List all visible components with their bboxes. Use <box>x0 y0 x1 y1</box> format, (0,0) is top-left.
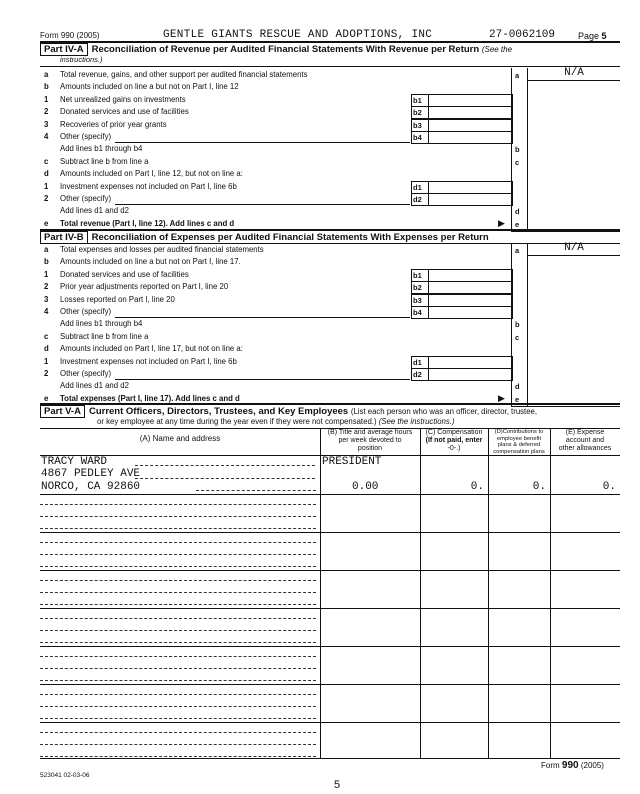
organization-name: GENTLE GIANTS RESCUE AND ADOPTIONS, INC <box>163 29 433 41</box>
entry-line[interactable] <box>40 718 316 719</box>
line-description: Other (specify) <box>60 194 112 203</box>
inner-box-label: d2 <box>413 195 422 204</box>
line-letter: b <box>44 82 49 92</box>
entry-line[interactable] <box>40 592 316 593</box>
part-v-a-header: Part V-A Current Officers, Directors, Trustees, and Key Employees (List each person who was an officer, director, trustee, <box>40 405 537 418</box>
line-description: Amounts included on Part I, line 17, but not on line a: <box>60 344 243 354</box>
ein: 27-0062109 <box>489 29 556 41</box>
inner-box-label: b3 <box>413 295 422 305</box>
arrow-icon: ▶ <box>498 217 505 228</box>
entry-line[interactable] <box>40 756 316 757</box>
column-header-contributions: (D)Contributions to employee benefit plans & deferred compensation plans <box>493 429 545 455</box>
entry-line[interactable] <box>40 604 316 605</box>
line-description: Amounts included on line a but not on Part I, line 17. <box>60 257 241 267</box>
outer-box-label: c <box>515 157 520 167</box>
specify-line[interactable] <box>115 317 410 318</box>
column-header-compensation: (C) Compensation (If not paid, enter -0-.) <box>425 429 483 452</box>
outer-box-label: e <box>515 394 520 404</box>
line-letter: 1 <box>44 356 49 366</box>
form-code: 523041 02-03-06 <box>40 772 90 779</box>
line-description: Donated services and use of facilities <box>60 107 189 117</box>
part-v-a-line2: or key employee at any time during the year even if they were not compensated.) (See the instructions.) <box>97 417 455 426</box>
table-row-divider <box>40 494 620 495</box>
line-letter: 1 <box>44 94 49 104</box>
outer-box-label: c <box>515 332 520 342</box>
entry-line[interactable] <box>40 694 316 695</box>
entry-line[interactable] <box>40 516 316 517</box>
line-description: Losses reported on Part I, line 20 <box>60 294 175 304</box>
line-description: Add lines b1 through b4 <box>60 319 143 329</box>
line-description: Subtract line b from line a <box>60 156 149 166</box>
entry-line[interactable] <box>40 554 316 555</box>
line-description: Subtract line b from line a <box>60 331 149 341</box>
footer-form-label: Form 990 (2005) <box>541 760 604 771</box>
inner-amount-field[interactable] <box>411 306 513 319</box>
line-letter: a <box>44 70 49 79</box>
line-letter: c <box>44 331 49 341</box>
line-letter: 4 <box>44 307 49 316</box>
specify-line[interactable] <box>115 204 410 205</box>
column-header-name: (A) Name and address <box>139 434 221 443</box>
line-description: Other (specify) <box>60 307 112 316</box>
line-a-amount[interactable]: N/A <box>564 67 584 79</box>
line-letter: 3 <box>44 294 49 304</box>
entry-line[interactable] <box>40 618 316 619</box>
entry-line[interactable] <box>40 566 316 567</box>
line-letter: a <box>44 245 49 254</box>
entry-line[interactable] <box>40 504 316 505</box>
line-letter: 2 <box>44 107 49 117</box>
outer-box-label: d <box>515 382 520 392</box>
inner-box-label: b1 <box>413 270 422 280</box>
officer-expense: 0. <box>602 481 616 493</box>
officer-compensation: 0. <box>470 481 484 493</box>
line-description: Total revenue (Part I, line 12). Add lines c and d <box>60 218 235 228</box>
table-row-divider <box>40 722 620 723</box>
specify-line[interactable] <box>115 142 410 143</box>
page-number: 5 <box>334 779 341 791</box>
outer-box-label: b <box>515 145 520 155</box>
inner-amount-field[interactable] <box>411 193 513 206</box>
line-description: Prior year adjustments reported on Part I, line 20 <box>60 282 229 292</box>
entry-line[interactable] <box>40 642 316 643</box>
entry-line[interactable] <box>40 542 316 543</box>
outer-box-label: d <box>515 207 520 217</box>
line-description: Investment expenses not included on Part I, line 6b <box>60 356 237 366</box>
entry-line[interactable] <box>40 580 316 581</box>
line-description: Total expenses (Part I, line 17). Add lines c and d <box>60 393 240 403</box>
part-iv-a-header: Part IV-A Reconciliation of Revenue per Audited Financial Statements With Revenue per Return (See the <box>40 43 512 56</box>
entry-line[interactable] <box>40 706 316 707</box>
line-description: Donated services and use of facilities <box>60 269 189 279</box>
line-description: Investment expenses not included on Part I, line 6b <box>60 181 237 191</box>
entry-line[interactable] <box>40 744 316 745</box>
line-description: Add lines b1 through b4 <box>60 144 143 154</box>
inner-box-label: d1 <box>413 182 422 192</box>
line-description: Total revenue, gains, and other support per audited financial statements <box>60 70 308 79</box>
entry-line[interactable] <box>40 732 316 733</box>
entry-line[interactable] <box>40 528 316 529</box>
line-description: Net unrealized gains on investments <box>60 94 186 104</box>
part-iv-a-note: instructions.) <box>60 55 103 64</box>
line-letter: 3 <box>44 119 49 129</box>
line-description: Add lines d1 and d2 <box>60 381 129 391</box>
specify-line[interactable] <box>115 379 410 380</box>
table-row-divider <box>40 570 620 571</box>
line-letter: 1 <box>44 181 49 191</box>
outer-box-label: a <box>515 71 520 80</box>
line-letter: e <box>44 218 49 228</box>
officer-title: PRESIDENT <box>322 456 382 468</box>
table-row-divider <box>40 608 620 609</box>
inner-box-label: b1 <box>413 95 422 105</box>
inner-amount-field[interactable] <box>411 356 513 369</box>
inner-amount-field[interactable] <box>411 131 513 144</box>
officer-hours: 0.00 <box>352 481 379 493</box>
officer-street: 4867 PEDLEY AVE <box>41 468 141 480</box>
column-header-title: (B) Title and average hours per week devoted to position <box>327 429 413 452</box>
line-letter: 2 <box>44 282 49 292</box>
table-row-divider <box>40 646 620 647</box>
line-letter: 2 <box>44 194 49 203</box>
line-description: Total expenses and losses per audited financial statements <box>60 245 264 254</box>
inner-amount-field[interactable] <box>411 94 513 107</box>
table-row-divider <box>40 532 620 533</box>
line-description: Other (specify) <box>60 132 112 141</box>
officer-benefits: 0. <box>532 481 546 493</box>
entry-line[interactable] <box>40 656 316 657</box>
line-letter: b <box>44 257 49 267</box>
entry-line[interactable] <box>40 630 316 631</box>
form-label: Form 990 (2005) <box>40 31 100 40</box>
line-letter: 4 <box>44 132 49 141</box>
line-letter: 1 <box>44 269 49 279</box>
inner-box-label: d1 <box>413 357 422 367</box>
outer-box-label: a <box>515 246 520 255</box>
line-description: Add lines d1 and d2 <box>60 206 129 216</box>
line-description: Amounts included on line a but not on Part I, line 12 <box>60 82 239 92</box>
line-a-amount[interactable]: N/A <box>564 242 584 254</box>
officer-name: TRACY WARD <box>41 456 108 468</box>
inner-box-label: d2 <box>413 370 422 379</box>
line-description: Other (specify) <box>60 369 112 378</box>
inner-amount-field[interactable] <box>411 294 513 307</box>
line-description: Recoveries of prior year grants <box>60 119 167 129</box>
inner-amount-field[interactable] <box>411 269 513 282</box>
outer-box-label: b <box>515 320 520 330</box>
line-letter: 2 <box>44 369 49 378</box>
line-letter: d <box>44 169 49 179</box>
column-header-expense: (E) Expense account and other allowances <box>558 429 612 452</box>
arrow-icon: ▶ <box>498 392 505 403</box>
officer-city: NORCO, CA 92860 <box>41 481 141 493</box>
line-letter: c <box>44 156 49 166</box>
inner-amount-field[interactable] <box>411 119 513 132</box>
line-letter: d <box>44 344 49 354</box>
inner-box-label: b3 <box>413 120 422 130</box>
line-letter: e <box>44 393 49 403</box>
inner-amount-field[interactable] <box>411 181 513 194</box>
inner-box-label: b4 <box>413 308 422 317</box>
table-row-divider <box>40 684 620 685</box>
outer-box-label: e <box>515 219 520 229</box>
inner-box-label: b2 <box>413 283 422 293</box>
page-indicator: Page 5 <box>578 31 607 41</box>
inner-box-label: b2 <box>413 108 422 118</box>
line-description: Amounts included on Part I, line 12, but not on line a: <box>60 169 243 179</box>
inner-amount-field[interactable] <box>411 281 513 294</box>
inner-box-label: b4 <box>413 133 422 142</box>
inner-amount-field[interactable] <box>411 106 513 119</box>
inner-amount-field[interactable] <box>411 368 513 381</box>
entry-line[interactable] <box>40 668 316 669</box>
part-iv-b-header: Part IV-B Reconciliation of Expenses per Audited Financial Statements With Expenses per Return <box>40 231 489 244</box>
entry-line[interactable] <box>40 680 316 681</box>
